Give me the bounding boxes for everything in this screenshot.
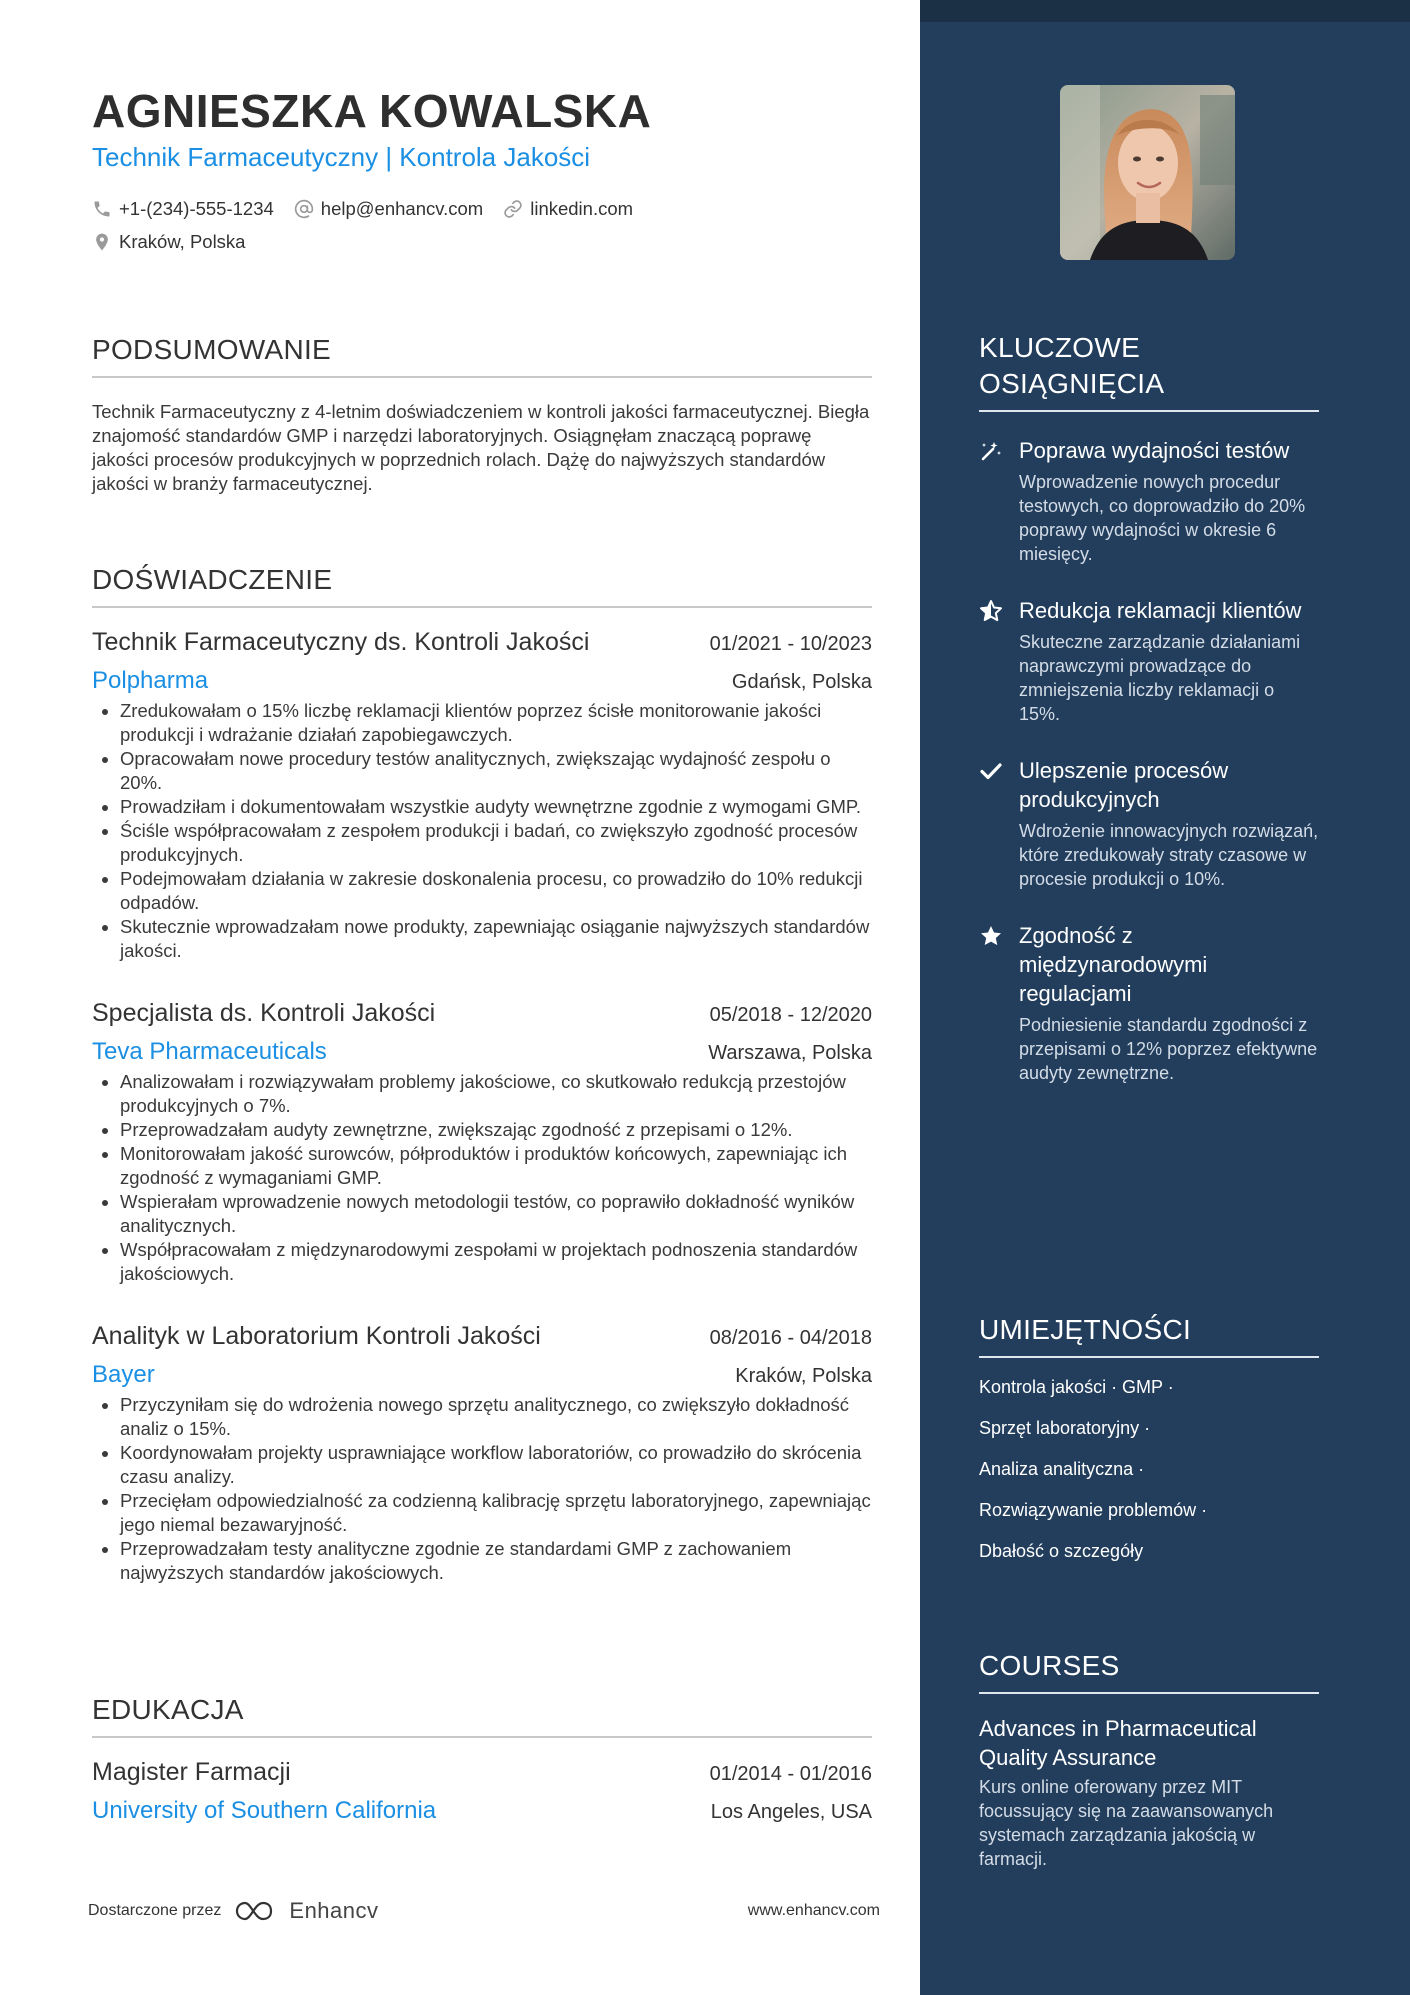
star-icon	[979, 924, 1003, 948]
experience-section	[92, 564, 872, 1585]
linkedin-text: linkedin.com	[530, 198, 634, 219]
bullet-item: • Wspierałam wprowadzenie nowych metodologii testów, co poprawiło dokładność wyników analitycznych.	[120, 1190, 872, 1238]
job-dates: 01/2021 - 10/2023	[709, 633, 872, 655]
bullet-item: • Ściśle współpracowałam z zespołem produkcji i badań, co zwiększyło zgodność procesów produkcyjnych.	[120, 819, 872, 867]
job-location: Warszawa, Polska	[708, 1042, 872, 1064]
skills-heading: UMIEJĘTNOŚCI	[979, 1312, 1319, 1358]
achievement-title: Ulepszenie procesów produkcyjnych	[1019, 758, 1229, 812]
bullet-item: • Prowadziłam i dokumentowałam wszystkie audyty wewnętrzne zgodnie z wymogami GMP.	[120, 795, 872, 819]
degree-title: Magister Farmacji	[92, 1758, 291, 1786]
link-icon	[503, 199, 523, 219]
education-section	[92, 1694, 872, 1825]
achievement-title: Poprawa wydajności testów	[1019, 438, 1290, 463]
bullet-item: • Przyczyniłam się do wdrożenia nowego sprzętu analitycznego, co zwiększyło dokładność analiz o 15%.	[120, 1393, 872, 1441]
skills-section	[979, 1312, 1319, 1563]
brand-name: Enhancv	[289, 1898, 379, 1923]
achievement-item	[979, 436, 1319, 566]
linkedin-contact[interactable]	[503, 198, 633, 220]
company-name[interactable]: Teva Pharmaceuticals	[92, 1038, 327, 1065]
education-location: Los Angeles, USA	[710, 1801, 872, 1823]
achievement-item	[979, 921, 1319, 1085]
achievements-heading: KLUCZOWE OSIĄGNIĘCIA	[979, 330, 1319, 412]
skill-item: Rozwiązywanie problemów ·	[979, 1500, 1208, 1520]
bullet-item: • Współpracowałam z międzynarodowymi zespołami w projektach podnoszenia standardów jakościowych.	[120, 1238, 872, 1286]
profile-photo	[1060, 85, 1235, 260]
candidate-name: AGNIESZKA KOWALSKA	[92, 85, 652, 137]
course-description: Kurs online oferowany przez MIT focussujący się na zaawansowanych systemach zarządzania jakością w farmacji.	[979, 1777, 1274, 1869]
star-half-icon	[979, 599, 1003, 623]
bullet-item: • Przeprowadzałam audyty zewnętrzne, zwiększając zgodność z przepisami o 12%.	[120, 1118, 872, 1142]
achievement-item	[979, 596, 1319, 726]
achievement-title: Redukcja reklamacji klientów	[1019, 598, 1302, 623]
bullet-item: • Koordynowałam projekty usprawniające workflow laboratoriów, co prowadziło do skrócenia czasu analizy.	[120, 1441, 872, 1489]
school-name[interactable]: University of Southern California	[92, 1797, 437, 1824]
job-title: Specjalista ds. Kontroli Jakości	[92, 999, 436, 1027]
bullet-item: • Analizowałam i rozwiązywałam problemy jakościowe, co skutkowało redukcją przestojów produkcyjnych o 7%.	[120, 1070, 872, 1118]
enhancv-logo[interactable]	[233, 1898, 378, 1924]
footer-url[interactable]: www.enhancv.com	[747, 1902, 880, 1919]
achievement-description: Podniesienie standardu zgodności z przepisami o 12% poprzez efektywne audyty zewnętrzne.	[1019, 1015, 1318, 1083]
sidebar	[920, 0, 1410, 1995]
summary-text: Technik Farmaceutyczny z 4-letnim doświadczeniem w kontroli jakości farmaceutycznej. Biegła znajomość standardów GMP i narzędzi laboratoryjnych. Osiągnęłam znaczącą poprawę jakości procesów produkcyjnych w poprzednich rolach. Dążę do najwyższych standardów jakości w branży farmaceutycznej.	[92, 401, 870, 494]
job-title: Technik Farmaceutyczny ds. Kontroli Jakości	[92, 628, 590, 656]
email-contact[interactable]	[294, 198, 483, 220]
achievements-section	[979, 330, 1319, 1085]
experience-heading: DOŚWIADCZENIE	[92, 564, 872, 608]
job-entry	[92, 628, 872, 963]
job-location: Gdańsk, Polska	[731, 671, 872, 693]
education-dates: 01/2014 - 01/2016	[709, 1763, 872, 1785]
bullet-item: • Zredukowałam o 15% liczbę reklamacji klientów poprzez ścisłe monitorowanie jakości produkcji i wdrażanie działań zapobiegawczych.	[120, 699, 872, 747]
bullet-item: • Skutecznie wprowadzałam nowe produkty, zapewniając osiąganie najwyższych standardów jakości.	[120, 915, 872, 963]
job-entry	[92, 1322, 872, 1585]
phone-text: +1-(234)-555-1234	[119, 198, 274, 219]
company-name[interactable]: Polpharma	[92, 667, 209, 694]
job-dates: 05/2018 - 12/2020	[709, 1004, 872, 1026]
bullet-item: • Podejmowałam działania w zakresie doskonalenia procesu, co prowadziło do 10% redukcji odpadów.	[120, 867, 872, 915]
skill-item: Dbałość o szczegóły	[979, 1541, 1144, 1561]
job-location: Kraków, Polska	[735, 1365, 872, 1387]
education-entry	[92, 1758, 872, 1825]
skill-item: Kontrola jakości · GMP ·	[979, 1377, 1174, 1397]
phone-icon	[92, 199, 112, 219]
candidate-title: Technik Farmaceutyczny | Kontrola Jakości	[92, 142, 591, 172]
at-icon	[294, 199, 314, 219]
sidebar-top-strip	[920, 0, 1410, 22]
location-text: Kraków, Polska	[119, 231, 246, 252]
bullet-item: • Przecięłam odpowiedzialność za codzienną kalibrację sprzętu laboratoryjnego, zapewniając jego niemal bezawaryjność.	[120, 1489, 872, 1537]
achievement-description: Wprowadzenie nowych procedur testowych, co doprowadziło do 20% poprawy wydajności w okresie 6 miesięcy.	[1019, 472, 1306, 564]
email-text: help@enhancv.com	[320, 198, 484, 219]
wand-icon	[979, 439, 1003, 463]
summary-heading: PODSUMOWANIE	[92, 334, 872, 378]
job-dates: 08/2016 - 04/2018	[709, 1327, 872, 1349]
courses-heading: COURSES	[979, 1648, 1319, 1694]
achievement-title: Zgodność z międzynarodowymi regulacjami	[1019, 923, 1208, 1006]
education-heading: EDUKACJA	[92, 1694, 872, 1738]
bullet-item: • Przeprowadzałam testy analityczne zgodnie ze standardami GMP z zachowaniem najwyższych standardów jakościowych.	[120, 1537, 872, 1585]
achievement-description: Skuteczne zarządzanie działaniami naprawczymi prowadzące do zmniejszenia liczby reklamacji o 15%.	[1019, 632, 1301, 724]
achievement-item	[979, 756, 1319, 891]
job-title: Analityk w Laboratorium Kontroli Jakości	[92, 1322, 541, 1350]
bullet-item: • Monitorowałam jakość surowców, półproduktów i produktów końcowych, zapewniając ich zgodność z wymaganiami GMP.	[120, 1142, 872, 1190]
job-bullets	[92, 699, 872, 963]
course-title: Advances in Pharmaceutical Quality Assurance	[979, 1716, 1257, 1770]
location-contact	[92, 231, 245, 253]
phone-contact[interactable]	[92, 198, 274, 220]
enhancv-logo-icon	[233, 1898, 281, 1924]
achievement-description: Wdrożenie innowacyjnych rozwiązań, które zredukowały straty czasowe w procesie produkcji o 10%.	[1019, 821, 1319, 889]
summary-section	[92, 334, 872, 496]
powered-by-label: Dostarczone przez	[88, 1902, 222, 1919]
checkmark-icon	[979, 759, 1003, 783]
skill-item: Analiza analityczna ·	[979, 1459, 1145, 1479]
bullet-item: • Opracowałam nowe procedury testów analitycznych, zwiększając wydajność zespołu o 20%.	[120, 747, 872, 795]
footer	[88, 1898, 880, 1924]
profile-photo-image	[1060, 85, 1235, 260]
job-entry	[92, 999, 872, 1286]
location-pin-icon	[92, 232, 112, 252]
skill-item: Sprzęt laboratoryjny ·	[979, 1418, 1151, 1438]
company-name[interactable]: Bayer	[92, 1361, 155, 1388]
contact-info	[92, 196, 892, 262]
job-bullets	[92, 1393, 872, 1585]
job-bullets	[92, 1070, 872, 1286]
courses-section	[979, 1648, 1319, 1871]
